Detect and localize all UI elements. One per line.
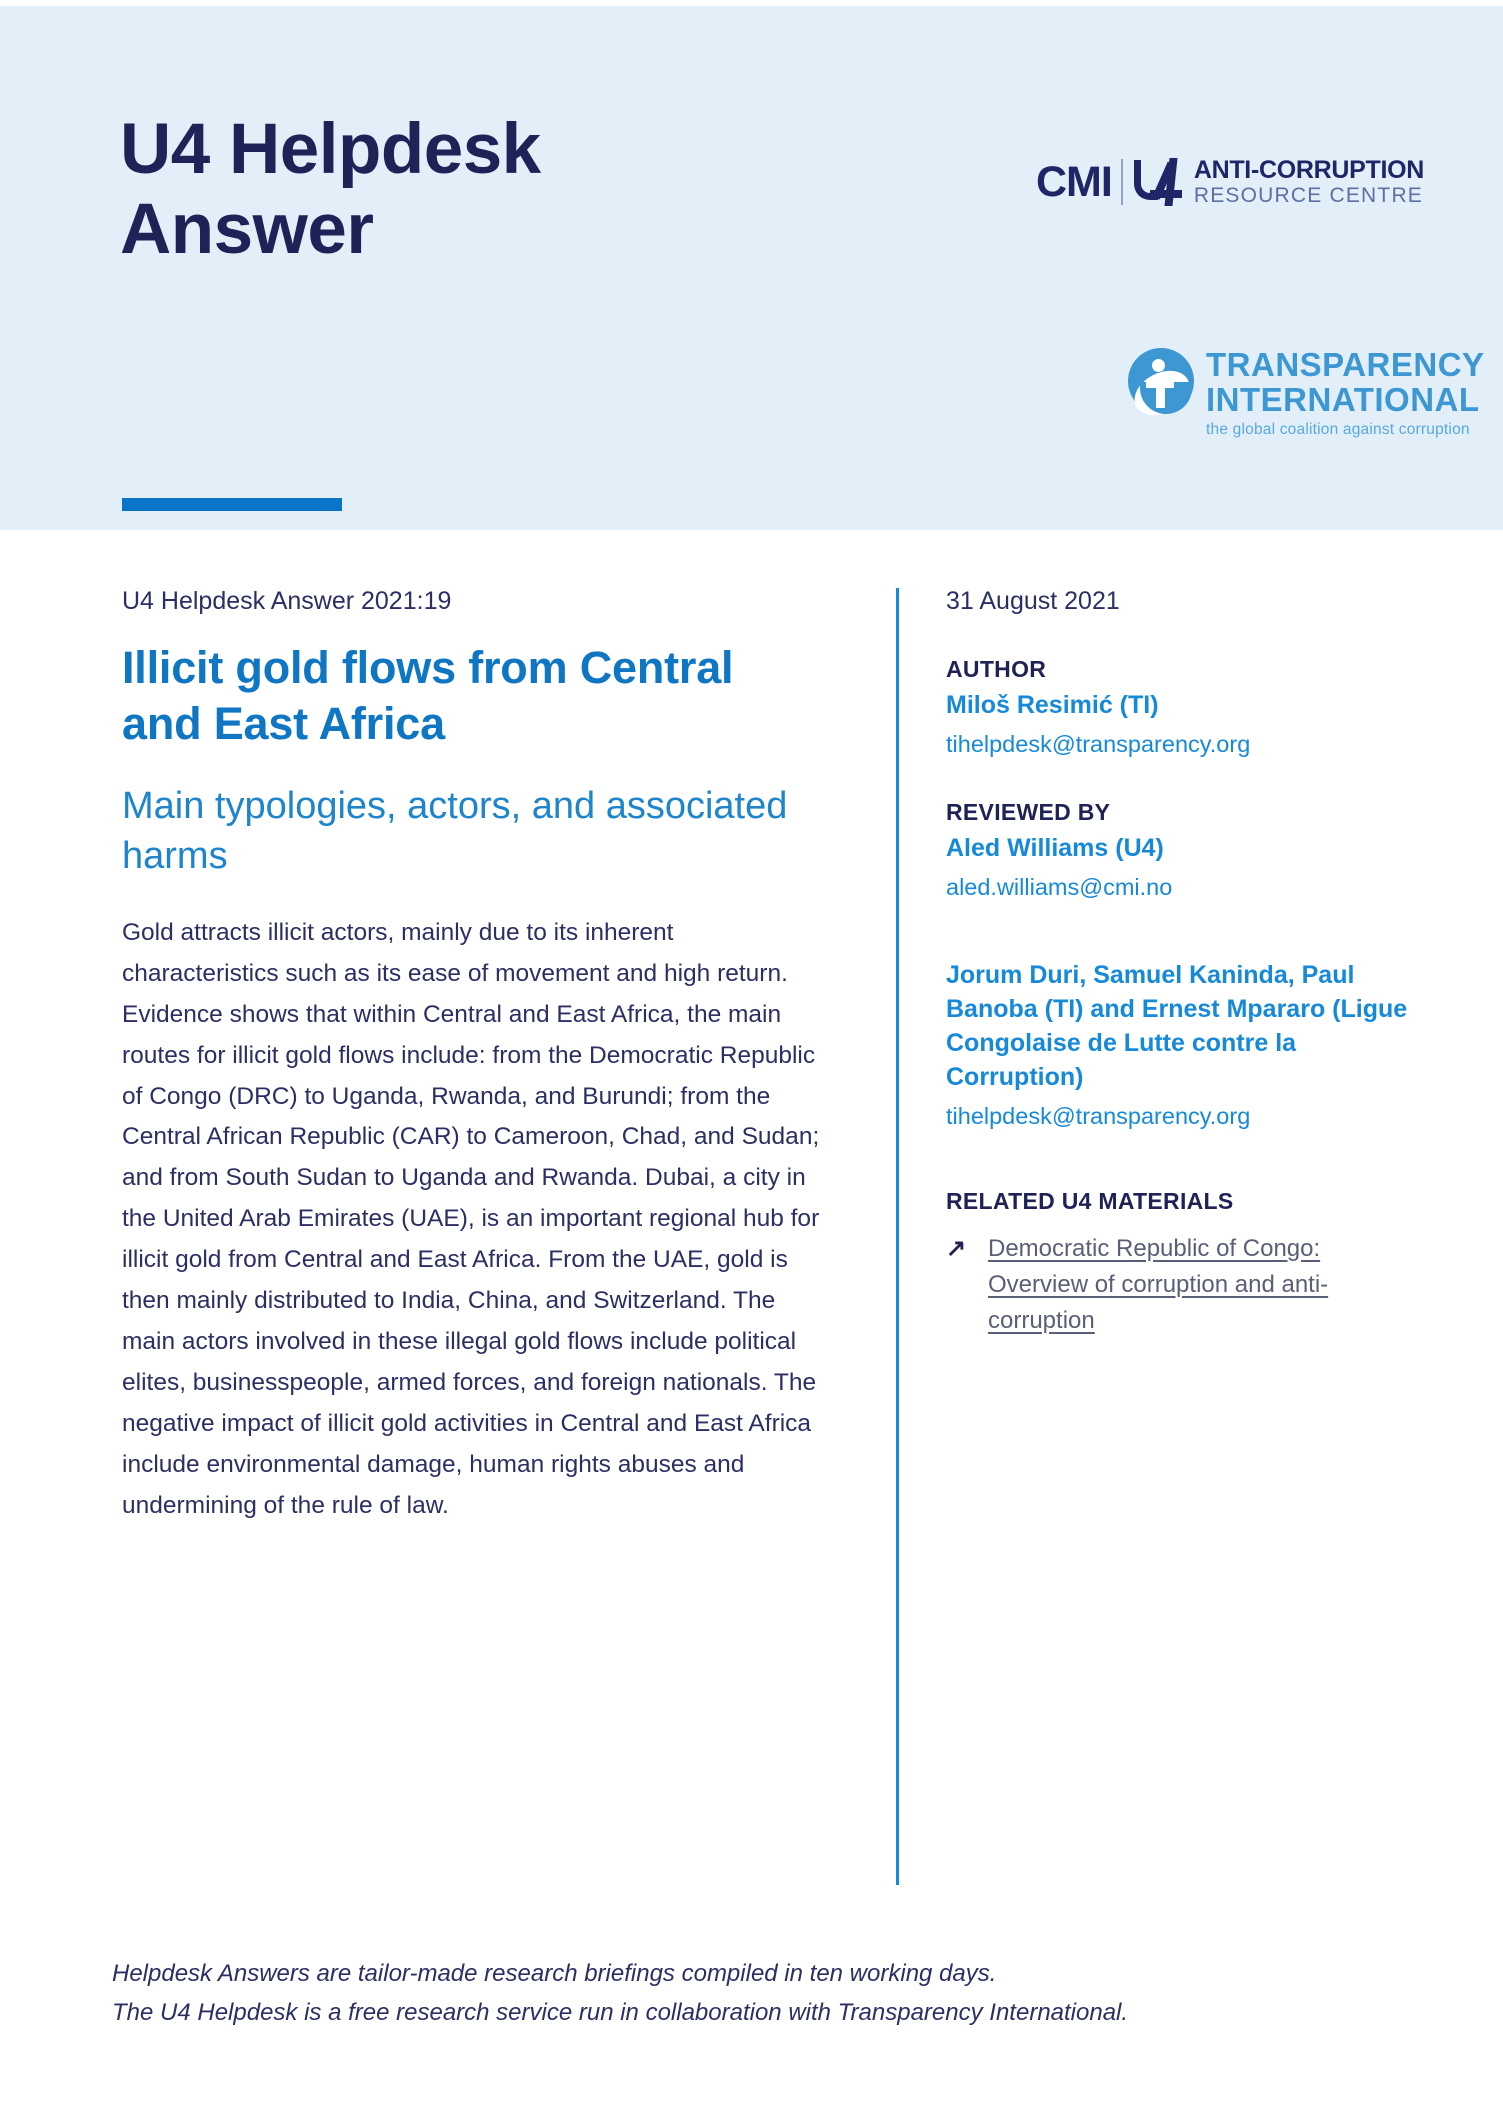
u4-mark-icon <box>1134 158 1186 206</box>
reviewer-name: Aled Williams (U4) <box>946 833 1164 862</box>
footer-line-1: Helpdesk Answers are tailor-made research briefings compiled in ten working days. <box>112 1960 997 1987</box>
logo-divider <box>1121 159 1123 205</box>
answer-reference: U4 Helpdesk Answer 2021:19 <box>122 587 452 615</box>
external-link-arrow-icon: ↗ <box>946 1234 967 1262</box>
contributor-email[interactable]: tihelpdesk@transparency.org <box>946 1102 1251 1129</box>
related-material-link[interactable]: Democratic Republic of Congo: Overview of corruption and anti-corruption <box>988 1234 1329 1334</box>
reviewer-block <box>946 796 1416 904</box>
list-item[interactable] <box>946 1231 1416 1339</box>
related-materials-block <box>946 1185 1416 1339</box>
contributor-names: Jorum Duri, Samuel Kaninda, Paul Banoba (TI) and Ernest Mpararo (Ligue Congolaise de Lutte contre la Corruption) <box>946 960 1408 1091</box>
reviewer-email[interactable]: aled.williams@cmi.no <box>946 873 1173 900</box>
related-materials-label: RELATED U4 MATERIALS <box>946 1187 1234 1214</box>
transparency-international-logo <box>1128 348 1485 439</box>
author-label: AUTHOR <box>946 655 1047 682</box>
contributors-block <box>946 958 1416 1133</box>
author-block <box>946 653 1416 761</box>
cmi-logo-line2: RESOURCE CENTRE <box>1193 184 1424 208</box>
cmi-wordmark: CMI <box>1036 157 1112 206</box>
ti-logo-tagline: the global coalition against corruption <box>1206 421 1470 438</box>
main-column <box>122 585 822 1551</box>
article-headline: Illicit gold flows from Central and East Africa <box>122 641 734 749</box>
publication-date: 31 August 2021 <box>946 587 1120 615</box>
page-title: U4 Helpdesk Answer <box>120 110 541 269</box>
reviewer-label: REVIEWED BY <box>946 798 1111 825</box>
footer-line-2: The U4 Helpdesk is a free research service run in collaboration with Transparency International. <box>112 1998 1129 2026</box>
footer <box>112 1955 1312 2033</box>
ti-logo-line2: INTERNATIONAL <box>1206 381 1480 418</box>
author-email[interactable]: tihelpdesk@transparency.org <box>946 730 1251 757</box>
metadata-sidebar <box>946 585 1416 1339</box>
cmi-u4-logo <box>1036 155 1424 209</box>
ti-logo-line1: TRANSPARENCY <box>1206 346 1485 383</box>
related-materials-list <box>946 1231 1416 1339</box>
article-subheadline: Main typologies, actors, and associated harms <box>122 785 788 877</box>
accent-bar <box>122 498 342 511</box>
cmi-logo-line1: ANTI-CORRUPTION <box>1193 155 1425 184</box>
ti-globe-icon <box>1128 348 1194 414</box>
column-divider <box>896 588 899 1885</box>
abstract-text: Gold attracts illicit actors, mainly due to its inherent characteristics such as its ease of movement and high return. Evidence shows that within Central and East Africa, the main routes for illicit gold flows include: from the Democratic Republic of Congo (DRC) to Uganda, Rwanda, and Burundi; from the Central African Republic (CAR) to Cameroon, Chad, and Sudan; and from South Sudan to Uganda and Rwanda. Dubai, a city in the United Arab Emirates (UAE), is an important regional hub for illicit gold from Central and East Africa. From the UAE, gold is then mainly distributed to India, China, and Switzerland. The main actors involved in these illegal gold flows include political elites, businesspeople, armed forces, and foreign nationals. The negative impact of illicit gold activities in Central and East Africa include environmental damage, human rights abuses and undermining of the rule of law. <box>122 918 820 1519</box>
author-name: Miloš Resimić (TI) <box>946 690 1159 719</box>
